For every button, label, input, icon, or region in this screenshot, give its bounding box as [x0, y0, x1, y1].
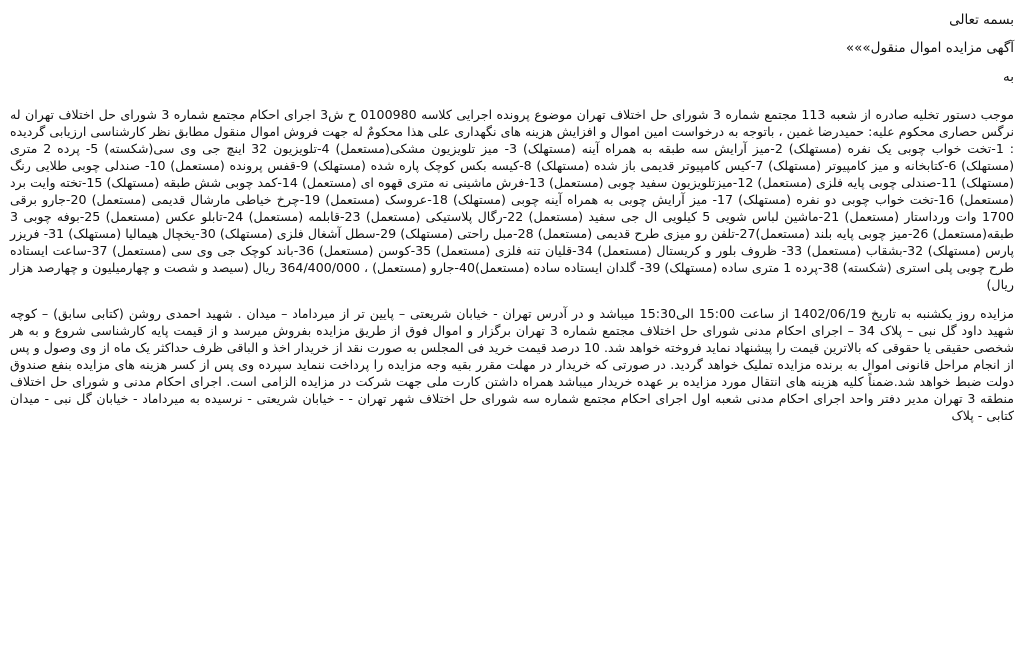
document-title: آگهی مزایده اموال منقول»»» — [845, 40, 1014, 56]
document-addressee: به — [1003, 69, 1014, 85]
notice-paragraph-auction-details: مزایده روز یکشنبه به تاریخ 1402/06/19 از ساعت 15:00 الی15:30 میباشد و در آدرس تهران - خیابان شریعتی – پایین تر از میرداماد – میدان . شهید احمدی روشن (کتابی سابق) – کوچه شهید داود گل نبی – پلاک 34 – اجرای احکام مدنی شورای حل اختلاف مجتمع شماره 3 تهران برگزار و اموال فوق از طریق مزایده بفروش میرسد و از قیمت پایه کارشناسی شروع و به هر شخصی حقیقی یا حقوقی که بالاترین قیمت را پیشنهاد نماید فروخته خواهد شد. 10 درصد قیمت خرید فی المجلس به صورت نقد از خریدار اخذ و الباقی ظرف حداکثر یک ماه از وی وصول و پس از انجام مراحل قانونی اموال به برنده مزایده تملیک خواهد گردید. در صورتی که خریدار در مهلت مقرر بقیه وجه مزایده را پرداخت ننماید سپرده وی پس از کسر هزینه های مزایده بنفع صندوق دولت ضبط خواهد شد.ضمناً کلیه هزینه های انتقال مورد مزایده بر عهده خریدار میباشد همراه داشتن کارت ملی جهت شرکت در مزایده الزامی است. اجرای احکام مدنی و شورای حل اختلاف منطقه 3 تهران مدیر دفتر واحد اجرای احکام مدنی شعبه اول اجرای احکام مجتمع شماره سه شورای حل اختلاف شهر تهران - - خیابان شریعتی - نرسیده به میرداماد - خیابان گل نبی - میدان کتابی - پلاک — [10, 306, 1014, 423]
document-heading: بسمه تعالی — [949, 12, 1014, 28]
notice-paragraph-items: موجب دستور تخلیه صادره از شعبه 113 مجتمع شماره 3 شورای حل اختلاف تهران موضوع پرونده اجرایی کلاسه 0100980 ح ش3 اجرای احکام مجتمع شماره 3 شورای حل اختلاف تهران له نرگس حصاری محکوم علیه: حمیدرضا غمین ، باتوجه به درخواست امین اموال و افزایش هزینه های نگهداری علی هذا محکومٌ له جهت فروش اموال منقول مطابق نظر کارشناسی ارزیابی گردیده : 1-تخت خواب چوبی یک نفره (مستهلک) 2-میز آرایش سه طبقه به همراه آینه (مستهلک) 3- میز تلویزیون مشکی(مستعمل) 4-تلویزیون 32 اینچ جی وی سی(شکسته) 5- پرده 2 متری (مستهلک) 6-کتابخانه و میز کامپیوتر (مستهلک) 7-کیس کامپیوتر قدیمی باز شده (مستهلک) 8-کیسه بکس کوچک پاره شده (مستهلک) 9-قفس پرونده (مستعمل) 10- صندلی چوبی طلایی رنگ (مستهلک) 11-صندلی چوبی پایه فلزی (مستعمل) 12-میزتلویزیون سفید چوبی (مستعمل) 13-فرش ماشینی نه متری قهوه ای (مستعمل) 14-کمد چوبی شش طبقه (مستهلک) 15-تخته وایت برد (مستعمل) 16-تخت خواب چوبی دو نفره (مستهلک) 17- میز آرایش چوبی به همراه آینه چوبی (مستهلک) 18-عروسک (مستعمل) 19-چرخ خیاطی مارشال قدیمی (مستعمل) 20-جارو برقی 1700 وات ورداستار (مستعمل) 21-ماشین لباس شویی 5 کیلویی ال جی سفید (مستعمل) 22-رگال پلاستیکی (مستعمل) 23-قابلمه (مستعمل) 24-تابلو عکس (مستعمل) 25-بوفه چوبی 3 طبقه(مستعمل) 26-میز چوبی پایه بلند (مستعمل)27-تلفن رو میزی طرح قدیمی (مستعمل) 28-مبل راحتی (مستهلک) 29-سطل آشغال فلزی (مستهلک) 30-یخچال هیمالیا (مستهلک) 31- فریزر پارس (مستهلک) 32-بشقاب (مستعمل) 33- ظروف بلور و کریستال (مستعمل) 34-قلیان تنه فلزی (مستعمل) 35-کوسن (مستعمل) 36-باند کوچک جی وی سی (مستعمل) 37-ساعت ایستاده طرح چوبی پلی استری (شکسته) 38-پرده 1 متری ساده (مستهلک) 39- گلدان ایستاده ساده (مستعمل)40-جارو (مستعمل) ، 364/400/000 ریال (سیصد و شصت و چهارمیلیون و چهارصد هزار ریال) — [10, 107, 1015, 292]
